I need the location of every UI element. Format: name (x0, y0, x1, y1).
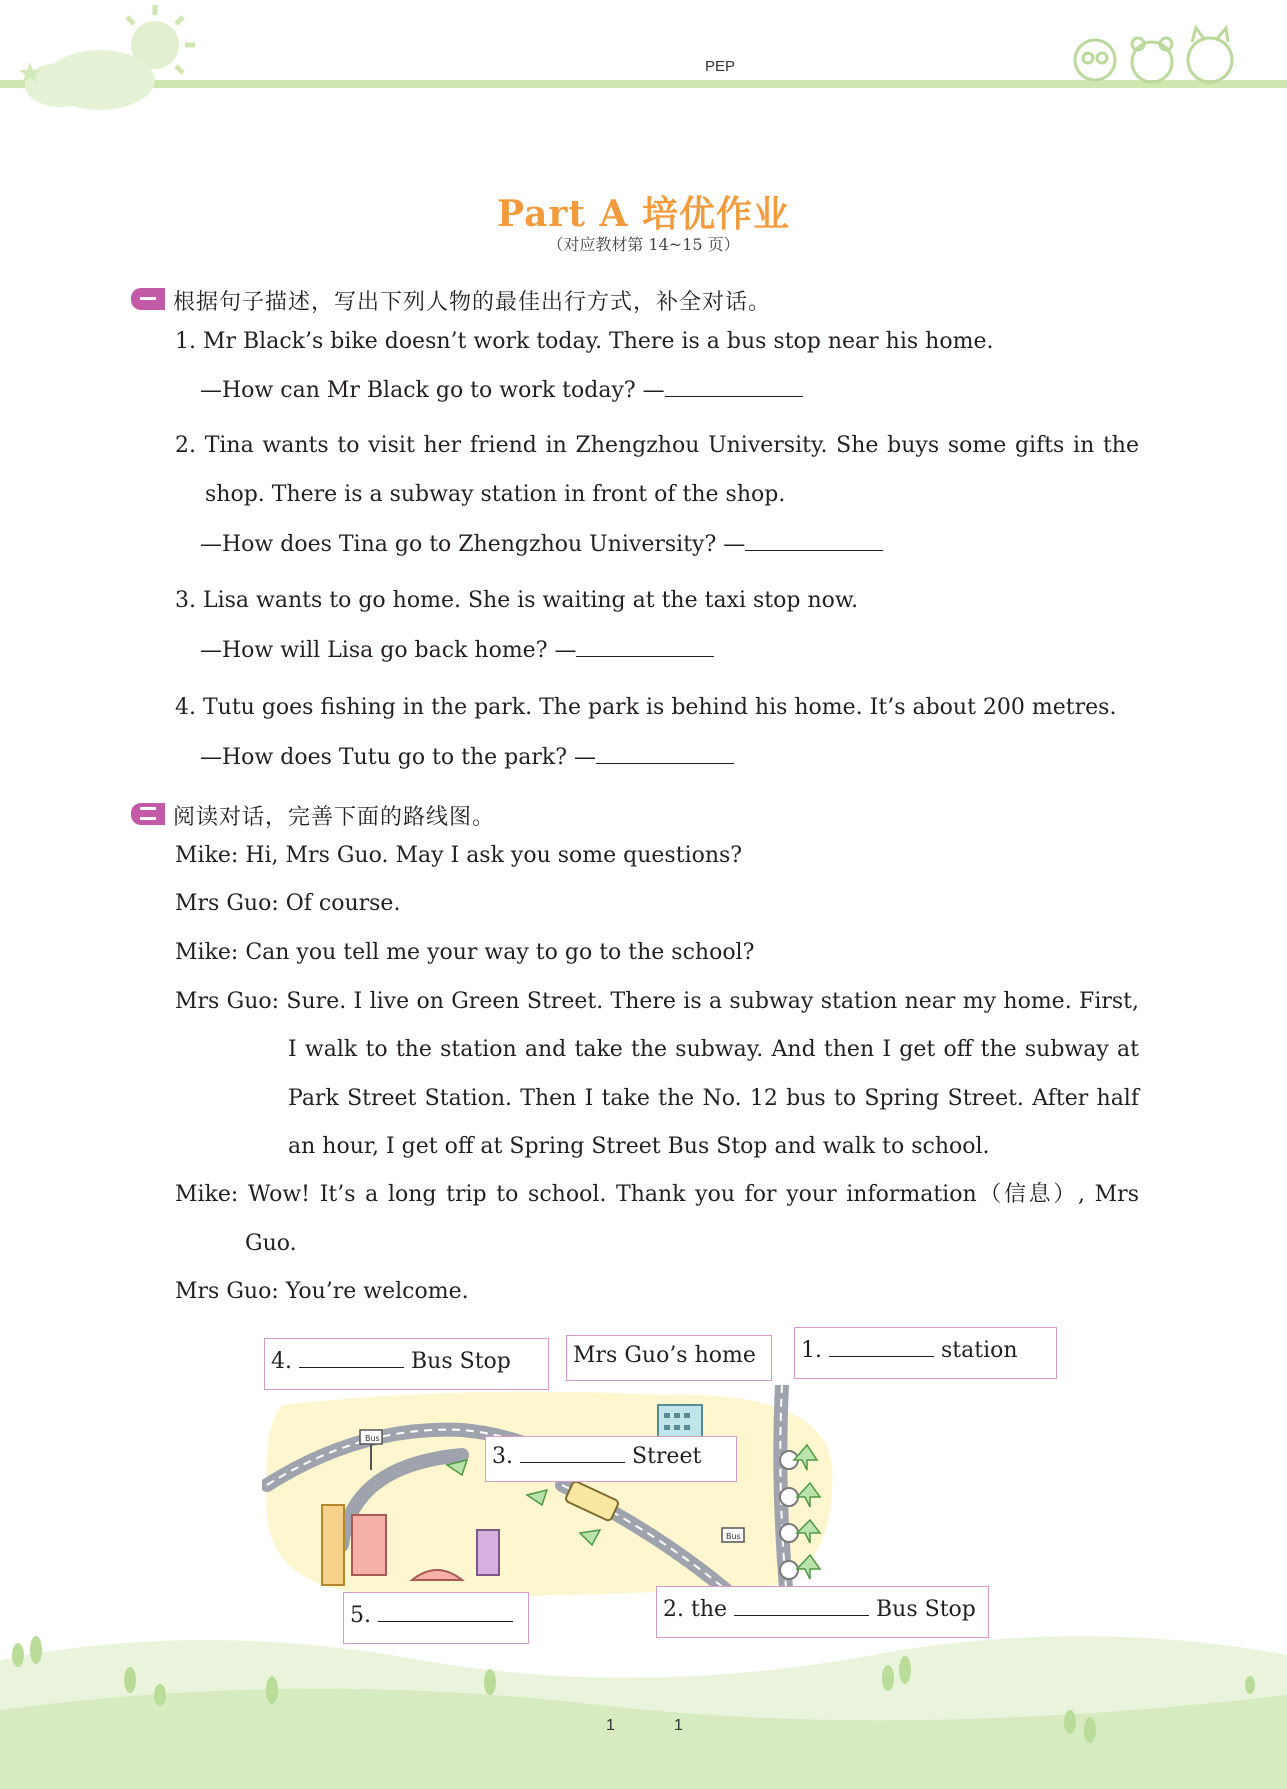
map-box-5: 5. (343, 1592, 529, 1644)
page-number-left: 1 (606, 1717, 615, 1734)
q4-answer-blank[interactable] (596, 743, 734, 764)
dialogue-line: Mrs Guo: Of course. (175, 891, 401, 916)
map-blank-1[interactable] (829, 1336, 934, 1357)
page-title: Part A 培优作业 (496, 193, 791, 235)
dialogue-line: Guo. (245, 1231, 297, 1256)
map-box-1: 1. station (794, 1327, 1057, 1379)
sun-cloud-decoration (0, 0, 210, 115)
q3-question: —How will Lisa go back home? — (200, 636, 714, 665)
page-number-right: 1 (674, 1717, 683, 1734)
map-box-3: 3. Street (485, 1436, 737, 1482)
q3-statement: 3. Lisa wants to go home. She is waiting at the taxi stop now. (175, 588, 859, 613)
dialogue-line: Mike: Hi, Mrs Guo. May I ask you some questions? (175, 843, 743, 868)
q4-statement: 4. Tutu goes fishing in the park. The park is behind his home. It’s about 200 metres. (175, 695, 1117, 720)
q2-answer-blank[interactable] (745, 530, 883, 551)
map-blank-4[interactable] (299, 1347, 404, 1368)
dialogue-line: an hour, I get off at Spring Street Bus Stop and walk to school. (288, 1134, 990, 1159)
dialogue-line: Mrs Guo: You’re welcome. (175, 1279, 469, 1304)
dialogue-line: Park Street Station. Then I take the No. 12 bus to Spring Street. After half (288, 1086, 1139, 1111)
section-two-title: 阅读对话，完善下面的路线图。 (173, 805, 496, 830)
section-two-badge (131, 803, 165, 825)
animal-faces-decoration (1060, 20, 1260, 90)
bus-sign-label: Bus (726, 1532, 741, 1541)
dialogue-line: Mike: Can you tell me your way to go to the school? (175, 940, 755, 965)
q2-question: —How does Tina go to Zhengzhou University? — (200, 530, 883, 559)
footer-hills (0, 1600, 1287, 1789)
q1-statement: 1. Mr Black’s bike doesn’t work today. There is a bus stop near his home. (175, 329, 994, 354)
map-blank-3[interactable] (520, 1442, 625, 1463)
dialogue-line: Mrs Guo: Sure. I live on Green Street. There is a subway station near my home. First, (175, 989, 1139, 1014)
q2-statement-line2: shop. There is a subway station in front of the shop. (205, 482, 786, 507)
section-one-title: 根据句子描述，写出下列人物的最佳出行方式，补全对话。 (173, 290, 772, 315)
q1-question: —How can Mr Black go to work today? — (200, 376, 803, 405)
dialogue-line: I walk to the station and take the subway. And then I get off the subway at (288, 1037, 1139, 1062)
q2-statement-line1: 2. Tina wants to visit her friend in Zhengzhou University. She buys some gifts in the (175, 433, 1139, 458)
section-one-badge (131, 288, 165, 310)
header-label: PEP (705, 58, 736, 75)
q1-answer-blank[interactable] (665, 376, 803, 397)
map-box-2: 2. the Bus Stop (656, 1586, 989, 1638)
q3-answer-blank[interactable] (576, 636, 714, 657)
map-box-4: 4. Bus Stop (264, 1338, 549, 1390)
q4-question: —How does Tutu go to the park? — (200, 743, 734, 772)
route-map (262, 1385, 842, 1600)
dialogue-line: Mike: Wow! It’s a long trip to school. Thank you for your information（信息）, Mrs (175, 1182, 1139, 1207)
page-subtitle: （对应教材第 14~15 页） (547, 235, 740, 254)
bus-sign-label: Bus (365, 1434, 380, 1443)
map-box-home: Mrs Guo’s home (566, 1335, 772, 1381)
